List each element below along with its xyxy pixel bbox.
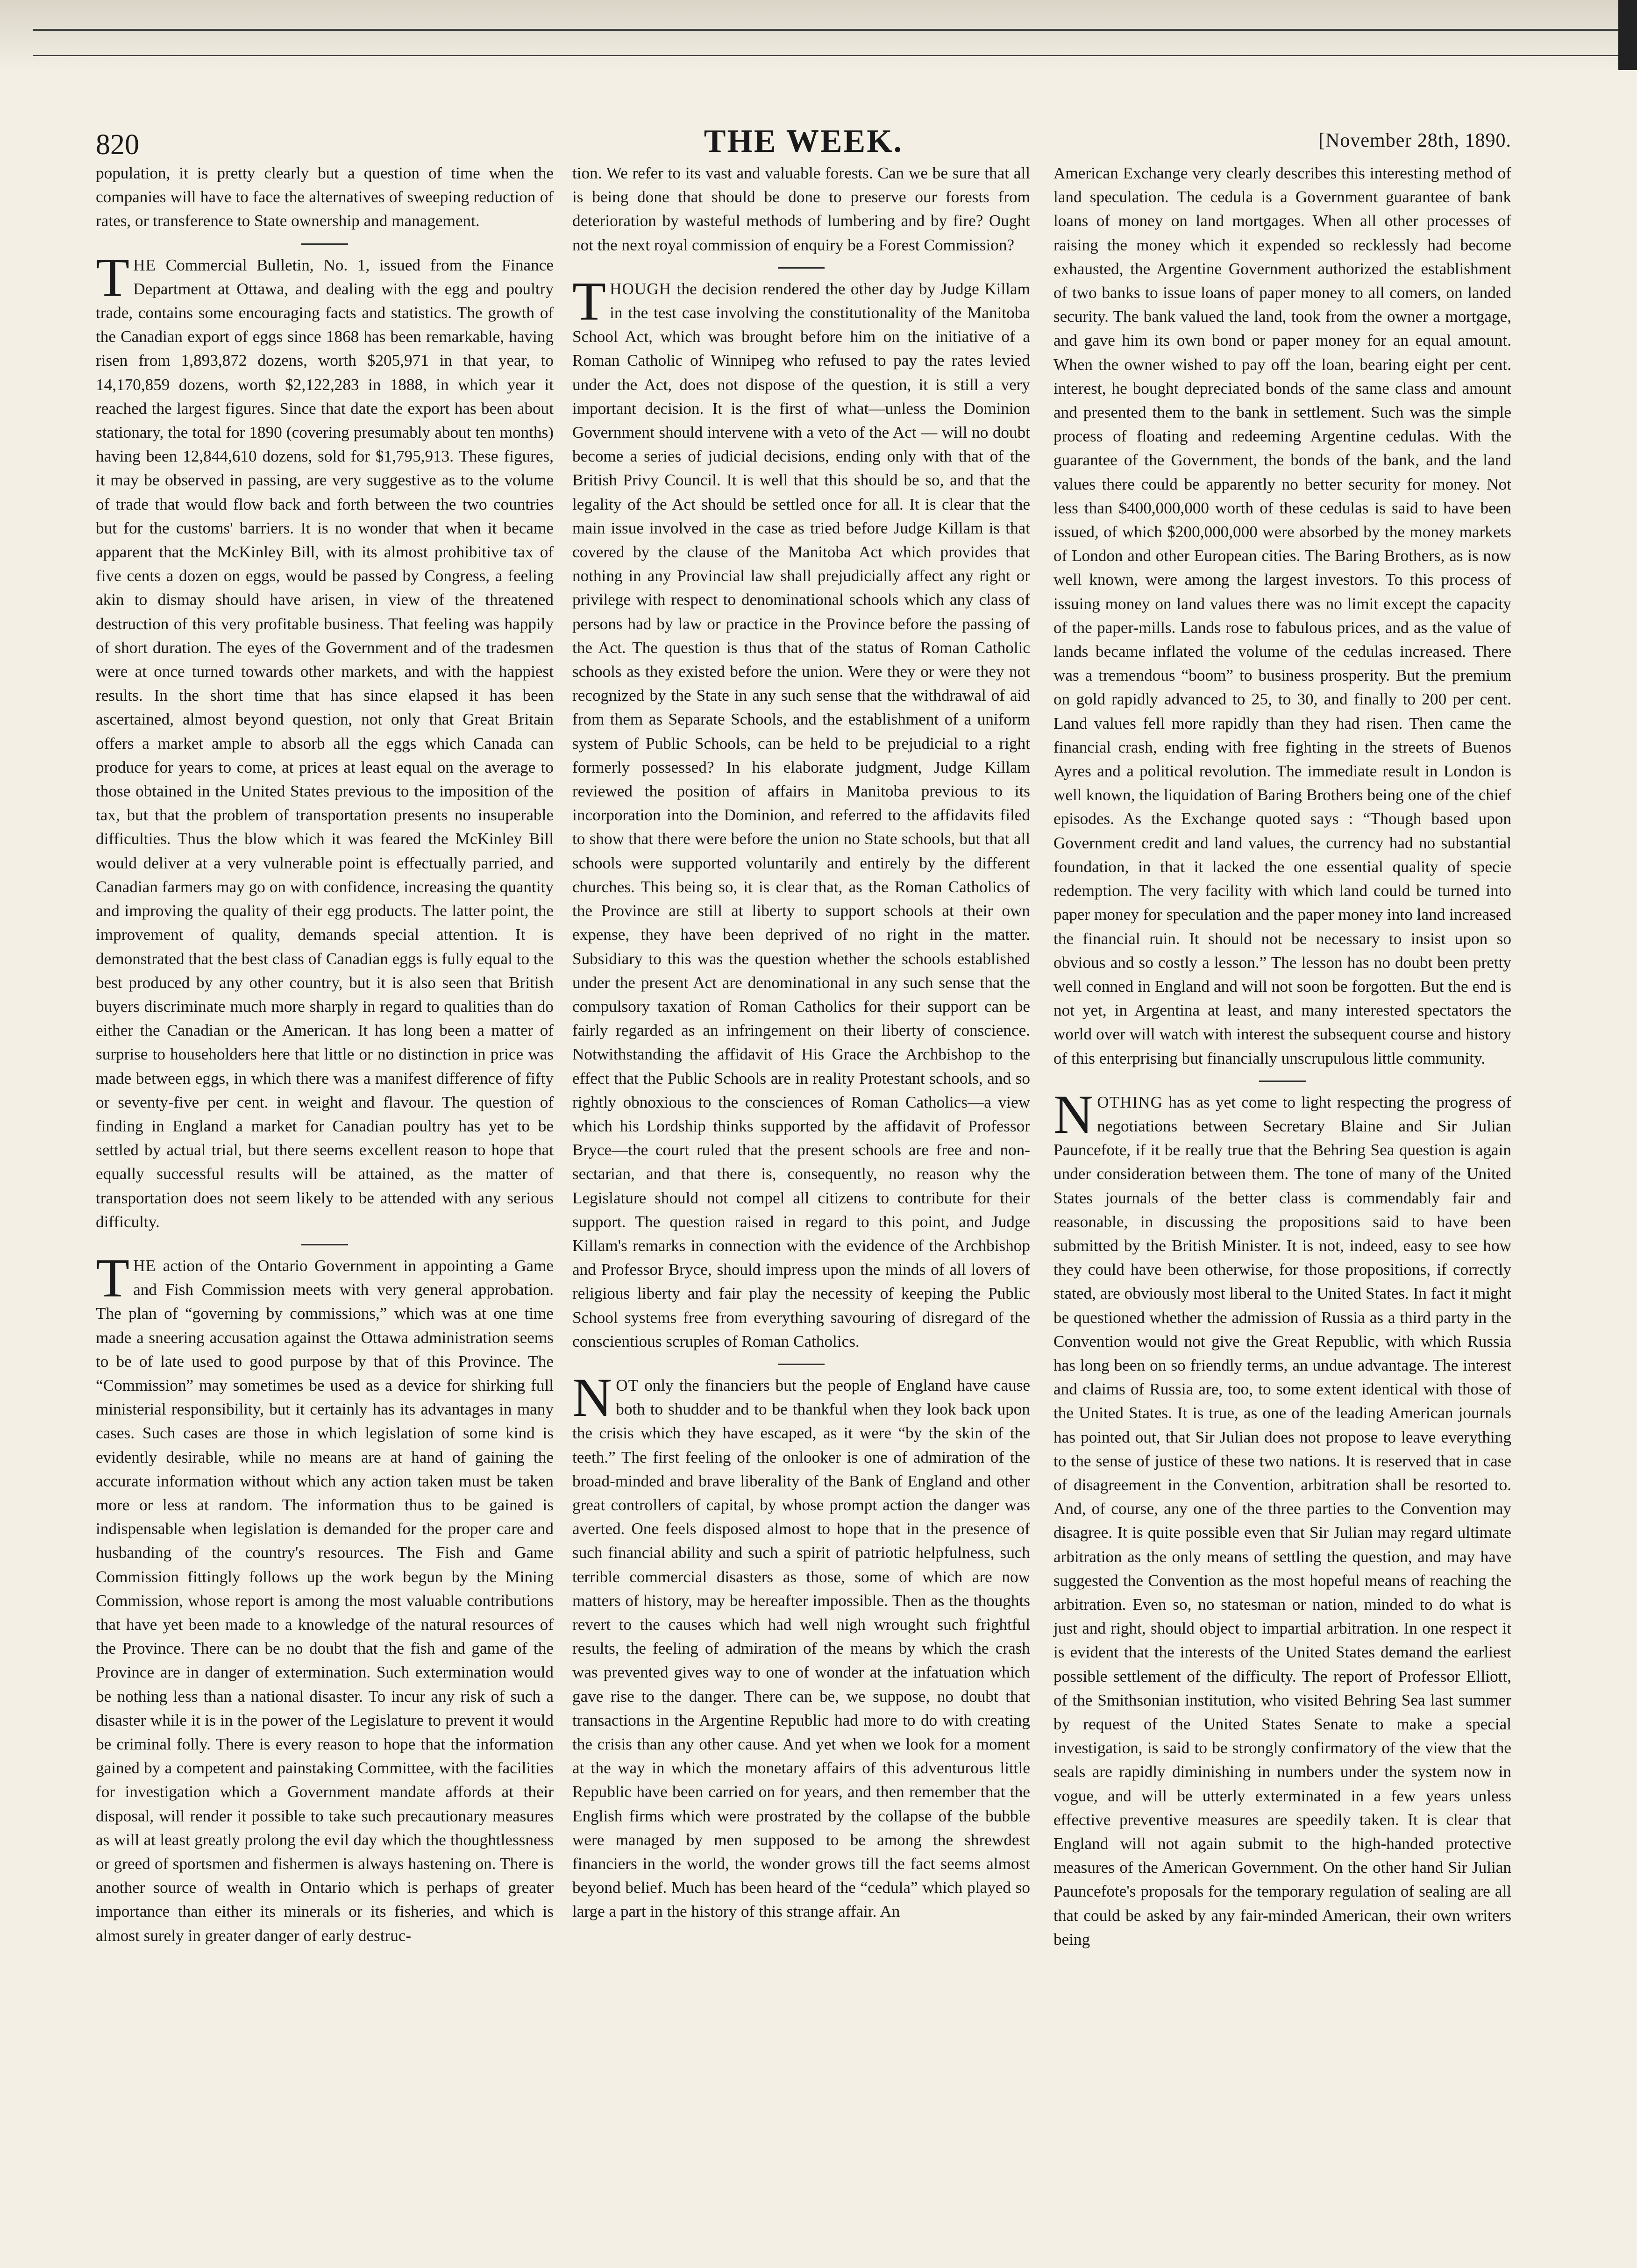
drop-cap: T (96, 246, 130, 308)
paragraph: NOT only the financiers but the people of England have cause both to shudder and to be thankful when they look back upon the crisis which they have escaped, as it were “by the skin of the teeth.” The first feeling of the onlooker is one of admiration of the broad-minded and brave liberality of the Bank of England and other great controllers of capital, by whose prompt action the danger was averted. One feels disposed almost to hope that in the presence of such financial ability and such a spirit of patriotic helpfulness, such terrible commercial disasters as those, some of which are now matters of history, may be hereafter impossible. Then as the thoughts revert to the causes which had well nigh wrought such frightful results, the feeling of admiration of the means by which the crash was prevented gives way to one of wonder at the infatuation which gave rise to the danger. There can be, we suppose, no doubt that transactions in the Argentine Republic had more to do with creating the crisis than any other cause. And yet when we look for a moment at the way in which the monetary affairs of this adventurous little Republic have been carried on for years, and then remember that the English firms which were prostrated by the collapse of the bubble were managed by men supposed to be among the shrewdest financiers in the world, the wonder grows till the fact seems almost beyond belief. Much has been heard of the “cedula” which played so large a part in the history of this strange affair. An (572, 1366, 1030, 1921)
scan-rule (33, 29, 1637, 31)
paragraph: American Exchange very clearly describes this interesting method of land speculation. The cedula is a Government guarantee of bank loans of money on land mortgages. When all other processes of raising the money which it expended so recklessly had become exhausted, the Argentine Government authorized the establishment of two banks to issue loans of paper money to all comers, on landed security. The bank valued the land, took from the owner a mortgage, and gave him its own bond or paper money for an equal amount. When the owner wished to pay off the loan, bearing eight per cent. interest, he bought depreciated bonds of the same class and amount and presented them to the bank in settlement. Such was the simple process of floating and redeeming Argentine cedulas. With the guarantee of the Government, the bonds of the bank, and the land values there could be apparently no better security for money. Not less than $400,000,000 worth of these cedulas is said to have been issued, of which $200,000,000 were absorbed by the money markets of London and other European cities. The Baring Brothers, as is now well known, were among the largest investors. To this process of issuing money on land values there was no limit except the capacity of the paper-mills. Lands rose to fabulous prices, and as the value of lands became inflated the volume of the cedulas increased. There was a tremendous “boom” to business prosperity. But the premium on gold rapidly advanced to 25, to 30, and finally to 200 per cent. Land values fell more rapidly than they had risen. Then came the financial crash, ending with free fighting in the streets of Buenos Ayres and a political revolution. The immediate result in London is well known, the liquidation of Baring Brothers being one of the chief episodes. As the Exchange quoted says : “Though based upon Government credit and land values, the currency had no substantial foundation, in that it lacked the one essential quality of specie redemption. The very facility with which land could be turned into paper money for speculation and the paper money into land increased the financial ruin. It should not be necessary to insist upon so obvious and so costly a lesson.” The lesson has no doubt been pretty well conned in England and will not soon be forgotten. But the end is not yet, in Argentina at least, and many interested spectators the world over will watch with interest the subsequent course and history of this enterprising but financially unscrupulous little community. (1053, 164, 1511, 1067)
section-divider (778, 1364, 825, 1365)
scan-top-edge (0, 0, 1637, 70)
paragraph: THOUGH the decision rendered the other day by Judge Killam in the test case involving the constitutionality of the Manitoba School Act, which was brought before him on the initiative of a Roman Catholic of Winnipeg who refused to pay the rates levied under the Act, does not dispose of the question, it is still a very important decision. It is the first of what—unless the Dominion Government should intervene with a veto of the Act — will no doubt become a series of judicial decisions, ending only with that of the British Privy Council. It is well that this should be so, and that the legality of the Act should be settled once for all. It is clear that the main issue involved in the case as tried before Judge Killam is that covered by the clause of the Manitoba Act which provides that nothing in any Provincial law shall prejudicially affect any right or privilege with respect to denominational schools which any class of persons had by law or practice in the Province before the passing of the Act. The question is thus that of the status of Roman Catholic schools as they existed before the union. Were they or were they not recognized by the State in any such sense that the withdrawal of aid from them as Separate Schools, and the establishment of a uniform system of Public Schools, can be held to be prejudicial to a right formerly possessed? In his elaborate judgment, Judge Killam reviewed the position of affairs in Manitoba previous to its incorporation into the Dominion, and referred to the affidavits filed to show that there were before the union no State schools, but that all schools were supported voluntarily and entirely by the different churches. This being so, it is clear that, as the Roman Catholics of the Province are still at liberty to support schools at their own expense, they have been deprived of no right in the matter. Subsidiary to this was the question whether the schools established under the present Act are denominational in any such sense that the compulsory taxation of Roman Catholics for their support can be fairly regarded as an infringement on their liberty of conscience. Notwithstanding the affidavit of His Grace the Archbishop to the effect that the Public Schools are in reality Protestant schools, and so rightly obnoxious to the consciences of Roman Catholics—a view which his Lordship thinks supported by the affidavit of Professor Bryce—the court ruled that the present schools are free and non-sectarian, and that there is, consequently, no reason why the Legislature should not compel all citizens to contribute for their support. The question raised in regard to this point, and Judge Killam's remarks in connection with the evidence of the Archbishop and Professor Bryce, should impress upon the minds of all lovers of religious liberty and fair play the necessity of keeping the Public School systems free from everything savouring of disregard of the conscientious scruples of Roman Catholics. (572, 270, 1030, 1351)
paragraph: THE action of the Ontario Government in appointing a Game and Fish Commission meets with very general approbation. The plan of “governing by commissions,” which was at one time made a sneering accusation against the Ottawa administration seems to be of late used to good purpose by that of this Province. The “Commission” may sometimes be used as a device for shirking full ministerial responsibility, but it certainly has its advantages in many cases. Such cases are those in which legislation of some kind is evidently desirable, while no means are at hand of gaining the accurate information without which any action taken must be taken more or less at random. The information thus to be gained is indispensable when legislation is demanded for the proper care and husbanding of the country's resources. The Fish and Game Commission fittingly follows up the work begun by the Mining Commission, whose report is among the most valuable contributions that have yet been made to a knowledge of the natural resources of the Province. There can be no doubt that the fish and game of the Province are in danger of extermination. Such extermination would be nothing less than a national disaster. To incur any risk of such a disaster while it is in the power of the Legislature to prevent it would be criminal folly. There is every reason to hope that the information gained by a competent and painstaking Committee, with the facilities for investigation which a Government mandate affords at their disposal, will render it possible to take such precautionary measures as will at least greatly prolong the evil day which the thoughtlessness or greed of sportsmen and fishermen is always hastening on. There is another source of wealth in Ontario which is perhaps of greater importance than either its minerals or its fisheries, and which is almost surely in greater danger of early destruc- (96, 1247, 554, 1945)
section-divider (301, 243, 348, 245)
paragraph: THE Commercial Bulletin, No. 1, issued from the Finance Department at Ottawa, and dealing with the egg and poultry trade, contains some encouraging facts and statistics. The growth of the Canadian export of eggs since 1868 has been remarkable, having risen from 1,893,872 dozens, worth $205,971 in that year, to 14,170,859 dozens, worth $2,122,283 in 1888, in which year it reached the largest figures. Since that date the export has been about stationary, the total for 1890 (covering presumably about ten months) having been 12,844,610 dozens, sold for $1,795,913. These figures, it may be observed in passing, are very suggestive as to the volume of trade that would flow back and forth between the two countries but for the customs' barriers. It is no wonder that when it became apparent that the McKinley Bill, with its almost prohibitive tax of five cents a dozen on eggs, would be passed by Congress, a feeling akin to dismay should have arisen, in view of the threatened destruction of this very profitable business. That feeling was happily of short duration. The eyes of the Government and of the tradesmen were at once turned towards other markets, and with the happiest results. In the short time that has since elapsed it has been ascertained, almost beyond question, not only that Great Britain offers a market ample to absorb all the eggs which Canada can produce for years to come, at prices at least equal on the average to those obtained in the United States previous to the imposition of the tax, but that the problem of transportation presents no insuperable difficulties. Thus the blow which it was feared the McKinley Bill would deliver at a very vulnerable point is effectually parried, and Canadian farmers may go on with confidence, increasing the quantity and improving the quality of their egg products. The latter point, the improvement of quality, demands special attention. It is demonstrated that the best class of Canadian eggs is fully equal to the best produced by any other country, but it is also seen that British buyers discriminate much more sharply in regard to qualities than do either the Canadian or the American. It has long been a matter of surprise to householders here that little or no distinction in price was made between eggs, in which there was a manifest difference of fifty or seventy-five per cent. in weight and flavour. The question of finding in England a market for Canadian poultry has yet to be settled by actual trial, but there seems excellent reason to hope that equally successful results will be attained, as the matter of transportation does not seem likely to be attended with any serious difficulty. (96, 246, 554, 1231)
column-3 (1053, 161, 1511, 1951)
drop-cap: T (572, 270, 606, 332)
paragraph: NOTHING has as yet come to light respecting the progress of negotiations between Secretary Blaine and Sir Julian Pauncefote, if it be really true that the Behring Sea question is again under consideration between them. The tone of many of the United States journals of the better class is commendably fair and reasonable, in discussing the propositions said to have been submitted by the British Minister. It is not, indeed, easy to see how they could have been otherwise, for those propositions, if correctly stated, are obviously most liberal to the United States. In fact it might be questioned whether the admission of Russia as a third party in the Convention would not give the Great Republic, with which Russia has long been on so friendly terms, an undue advantage. The interest and claims of Russia are, too, to some extent identical with those of the United States. It is true, as one of the leading American journals has pointed out, that Sir Julian does not propose to leave everything to the sense of justice of these two nations. It is reserved that in case of disagreement in the Convention, arbitration shall be resorted to. And, of course, any one of the three parties to the Convention may disagree. It is quite possible even that Sir Julian may regard ultimate arbitration as the only means of settling the question, and may have suggested the Convention as the most hopeful means of reaching the arbitration. Even so, no statesman or nation, minded to do what is just and right, should object to impartial arbitration. In one respect it is evident that the interests of the United States demand the earliest possible settlement of the difficulty. The report of Professor Elliott, of the Smithsonian institution, who visited Behring Sea last summer by request of the United States Senate to make a special investigation, is said to be strongly confirmatory of the view that the seals are rapidly diminishing in numbers under the system now in vogue, and will be utterly exterminated in a few years unless effective preventive measures are speedily taken. It is clear that England will not again submit to the high-handed protective measures of the American Government. On the other hand Sir Julian Pauncefote's proposals for the temporary regulation of sealing are all that could be asked by any fair-minded American, their own writers being (1053, 1083, 1511, 1948)
column-1 (96, 161, 554, 1948)
section-divider (778, 267, 825, 269)
scan-right-edge (1618, 0, 1637, 70)
paragraph: tion. We refer to its vast and valuable forests. Can we be sure that all is being done that should be done to preserve our forests from deterioration by wasteful methods of lumbering and by fire? Ought not the next royal commission of enquiry be a Forest Commission? (572, 164, 1030, 254)
page-header (96, 119, 1511, 161)
issue-date: [November 28th, 1890. (1318, 130, 1511, 151)
journal-title: THE WEEK. (704, 123, 904, 159)
drop-cap: N (572, 1366, 612, 1428)
scan-rule (33, 55, 1637, 56)
section-divider (1259, 1081, 1306, 1082)
drop-cap: N (1053, 1083, 1094, 1145)
page-number: 820 (96, 129, 139, 161)
drop-cap: T (96, 1247, 130, 1308)
section-divider (301, 1244, 348, 1245)
paragraph: population, it is pretty clearly but a question of time when the companies will have to face the alternatives of sweeping reduction of rates, or transference to State ownership and management. (96, 164, 554, 230)
column-2 (572, 161, 1030, 1924)
